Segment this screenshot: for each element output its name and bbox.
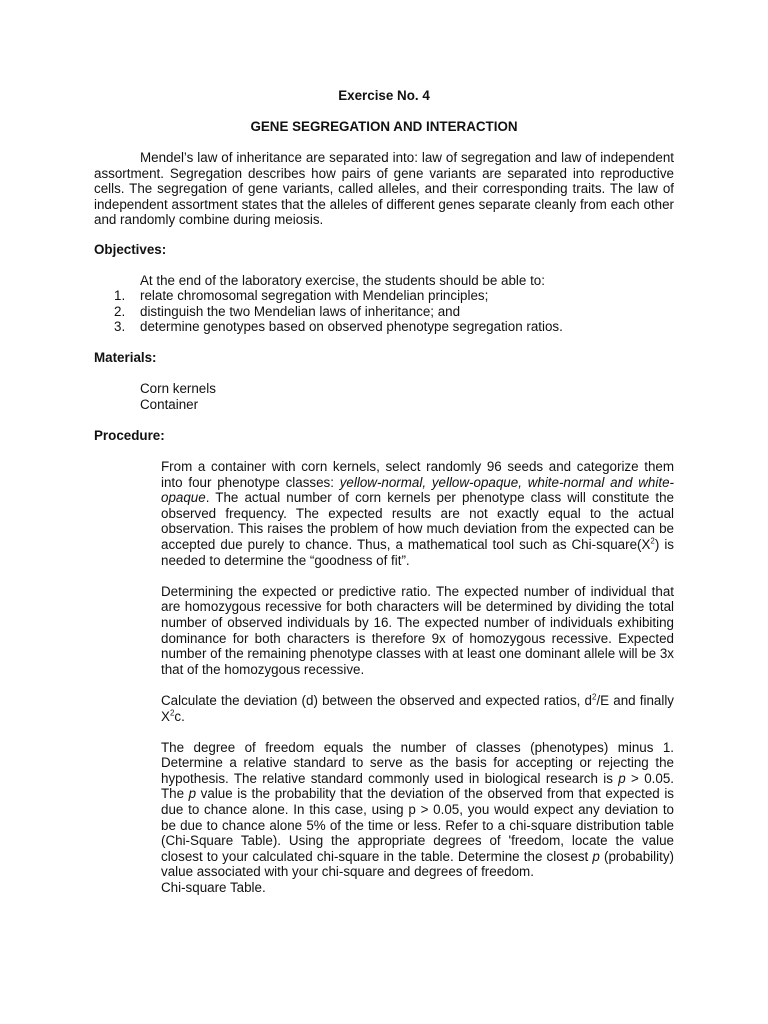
procedure-paragraph-2: Determining the expected or predictive ratio. The expected number of individual that are homozygous recessive for both characters will be determined by dividing the total number of observed individuals by 16. The expected number of individuals exhibiting dominance for both characters is therefore 9x of homozygous recessive. Expected number of the remaining phenotype classes with at least one dominant allele will be 3x that of the homozygous recessive. — [161, 583, 674, 677]
text-run: . The actual number of corn kernels per phenotype class will constitute the observed frequency. The expected results are not exactly equal to the actual observation. This raises the problem of how much deviation from the expected can be accepted due purely to chance. Thus, a mathematical tool such as Chi-square(X — [161, 490, 674, 552]
chi-square-table-label: Chi-square Table. — [161, 880, 266, 896]
document-page — [94, 0, 674, 1024]
list-item-number: 1. — [114, 288, 126, 303]
text-run: value is the probability that the deviation of the observed from that expected is due to chance alone. In this case, using p > 0.05, you would expect any deviation to be due to chance alone 5% of the time or less. Refer to a chi-square distribution table (Chi-Square Table). Using the appropriate degrees of 'freedom, locate the value closest to your calculated chi-square in the table. Determine the closest — [161, 786, 674, 864]
list-item: Container — [140, 396, 199, 412]
text-run: ) is needed to determine the “goodness of fit”. — [161, 536, 674, 568]
superscript: 2 — [650, 536, 655, 546]
superscript: 2 — [169, 708, 175, 718]
p-symbol: p — [188, 786, 197, 802]
phenotype-classes: yellow-normal, yellow-opaque, white-normal and white-opaque — [161, 474, 674, 506]
objectives-heading: Objectives: — [94, 242, 167, 257]
list-item-text: determine genotypes based on observed phenotype segregation ratios. — [140, 319, 563, 335]
list-item-number: 3. — [114, 319, 126, 335]
text-run: (probability) value associated with your chi-square and degrees of freedom. — [161, 848, 674, 880]
exercise-title: Exercise No. 4 — [338, 88, 430, 103]
objectives-list — [114, 288, 563, 335]
intro-paragraph: Mendel’s law of inheritance are separated into: law of segregation and law of independent assortment. Segregation describes how pairs of gene variants are separated into reproductive cells. The segregation of gene variants, called alleles, and their corresponding traits. The law of independent assortment states that the alleles of different genes separate cleanly from each other and randomly combine during meiosis. — [94, 150, 674, 228]
list-item: Corn kernels — [140, 381, 216, 396]
procedure-paragraph-3 — [161, 693, 674, 724]
procedure-body — [161, 459, 674, 896]
p-symbol: p — [592, 848, 600, 864]
list-item-text: relate chromosomal segregation with Mendelian principles; — [140, 288, 489, 303]
materials-list — [140, 381, 216, 412]
text-run: /E and finally X — [161, 692, 674, 724]
text-run: c. — [174, 708, 185, 724]
materials-heading: Materials: — [94, 350, 157, 365]
list-item — [114, 304, 563, 320]
text-run: From a container with corn kernels, select randomly 96 seeds and categorize them into four phenotype classes: — [161, 459, 674, 490]
list-item — [114, 288, 563, 304]
procedure-heading: Procedure: — [94, 428, 165, 443]
list-item-number: 2. — [114, 303, 126, 319]
procedure-paragraph-1 — [161, 459, 674, 568]
text-run: The degree of freedom equals the number of classes (phenotypes) minus 1. Determine a relative standard to serve as the basis for accepting or rejecting the hypothesis. The relative standard commonly used in biological research is — [161, 739, 674, 786]
superscript: 2 — [591, 692, 597, 702]
objectives-intro: At the end of the laboratory exercise, the students should be able to: — [140, 273, 545, 288]
text-run: Calculate the deviation (d) between the observed and expected ratios, d — [161, 692, 592, 708]
main-title: GENE SEGREGATION AND INTERACTION — [250, 119, 518, 134]
list-item — [114, 319, 563, 335]
text-run: > 0.05. The — [161, 770, 674, 802]
list-item-text: distinguish the two Mendelian laws of inheritance; and — [140, 303, 461, 319]
p-symbol: p — [618, 770, 626, 786]
procedure-paragraph-4 — [161, 740, 674, 880]
